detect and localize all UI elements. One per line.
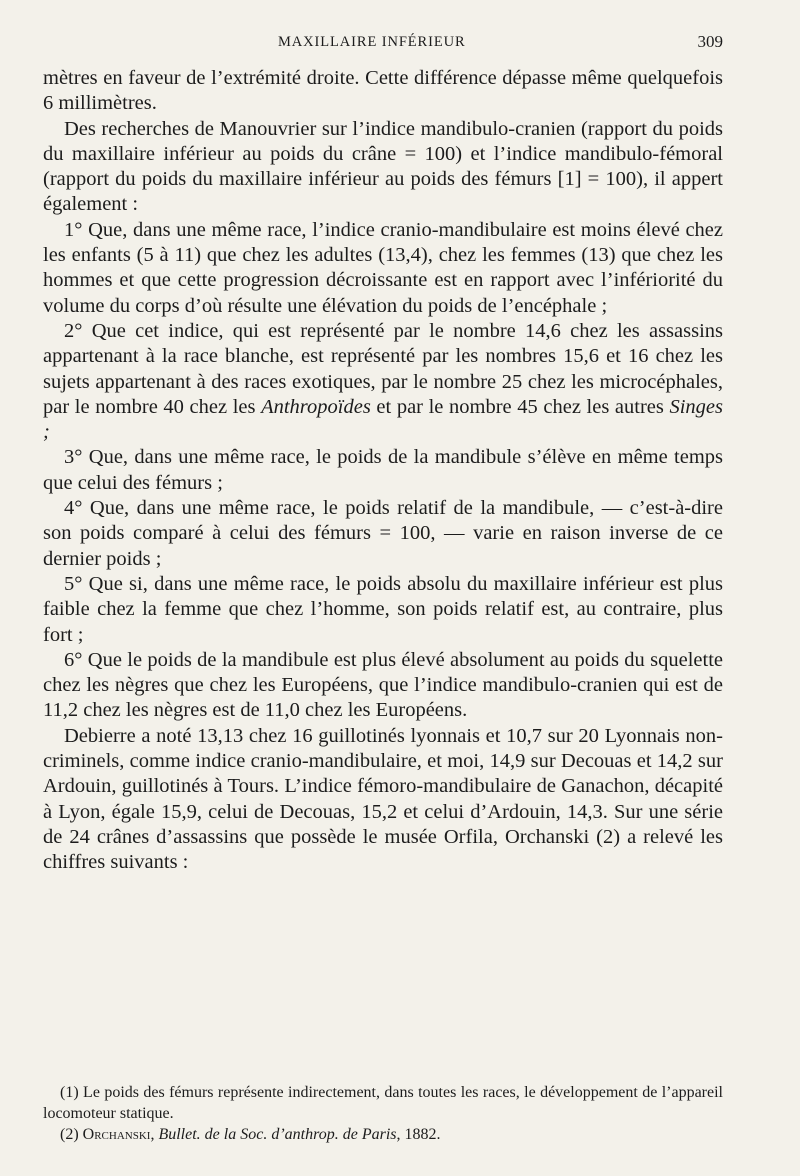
finding-2	[43, 319, 723, 445]
italic-text: Bullet. de la Soc. d’anthrop. de Paris	[158, 1126, 397, 1143]
paragraph-debierre	[43, 724, 723, 876]
paragraph-continuation	[43, 66, 723, 117]
text-run: mètres en faveur de l’extrémité droite. Cette différence dépasse même quelquefois 6 millimètres.	[43, 67, 723, 115]
paragraph-manouvrier-intro	[43, 117, 723, 218]
running-title: MAXILLAIRE INFÉRIEUR	[278, 34, 466, 50]
text-run: ,	[150, 1126, 159, 1143]
running-head	[0, 30, 800, 56]
italic-text: Anthropoïdes	[261, 395, 371, 418]
text-run: 6° Que le poids de la mandibule est plus élevé absolument au poids du squelette chez les nègres que chez les Européens, que l’indice mandibulo-cranien qui est de 11,2 chez les nègres est de 11,0 chez les Européens.	[43, 648, 723, 722]
text-run: 3° Que, dans une même race, le poids de la mandibule s’élève en même temps que celui des fémurs ;	[43, 446, 723, 494]
text-run: 5° Que si, dans une même race, le poids absolu du maxillaire inférieur est plus faible chez la femme que chez l’homme, son poids relatif est, au contraire, plus fort ;	[43, 572, 723, 646]
footnotes	[43, 1082, 723, 1145]
text-run: Des recherches de Manouvrier sur l’indice mandibulo-cranien (rapport du poids du maxillaire inférieur au poids du crâne = 100) et l’indice mandibulo-fémoral (rapport du poids du maxillaire inférieur au poids des fémurs [1] = 100), il appert également :	[43, 117, 723, 216]
italic-text: Singes ;	[43, 395, 723, 444]
finding-5	[43, 572, 723, 648]
body-text	[43, 66, 723, 876]
smallcaps-text: Orchanski	[82, 1126, 151, 1143]
finding-6	[43, 648, 723, 724]
finding-3	[43, 445, 723, 496]
text-run: 1° Que, dans une même race, l’indice cranio-mandibulaire est moins élevé chez les enfants (5 à 11) que chez les adultes (13,4), chez les femmes (13) que chez les hommes et que cette progression décroissante est en rapport avec l’infériorité du volume du corps d’où résulte une élévation du poids de l’encéphale ;	[43, 218, 723, 317]
footnote-1	[43, 1082, 723, 1124]
finding-4	[43, 496, 723, 572]
text-run: et par le nombre 45 chez les autres	[370, 395, 670, 418]
footnote-2	[43, 1124, 723, 1145]
text-run: (1) Le poids des fémurs représente indirectement, dans toutes les races, le développement de l’appareil locomoteur statique.	[43, 1084, 723, 1122]
page-number: 309	[697, 32, 723, 51]
text-run: (2)	[60, 1126, 83, 1143]
finding-1	[43, 218, 723, 319]
text-run: 4° Que, dans une même race, le poids relatif de la mandibule, — c’est-à-dire son poids comparé à celui des fémurs = 100, — varie en raison inverse de ce dernier poids ;	[43, 497, 723, 570]
text-run: 2° Que cet indice, qui est représenté par le nombre 14,6 chez les assassins appartenant à la race blanche, est représenté par les nombres 15,6 et 16 chez les sujets appartenant à des races exotiques, par le nombre 25 chez les microcéphales, par le nombre 40 chez les	[43, 319, 723, 418]
text-run: Debierre a noté 13,13 chez 16 guillotinés lyonnais et 10,7 sur 20 Lyonnais non-criminels, comme indice cranio-mandibulaire, et moi, 14,9 sur Decouas et 14,2 sur Ardouin, guillotinés à Tours. L’indice fémoro-mandibulaire de Ganachon, décapité à Lyon, égale 15,9, celui de Decouas, 15,2 et celui d’Ardouin, 14,3. Sur une série de 24 crânes d’assassins que possède le musée Orfila, Orchanski (2) a relevé les chiffres suivants :	[43, 724, 723, 874]
text-run: , 1882.	[396, 1126, 441, 1143]
